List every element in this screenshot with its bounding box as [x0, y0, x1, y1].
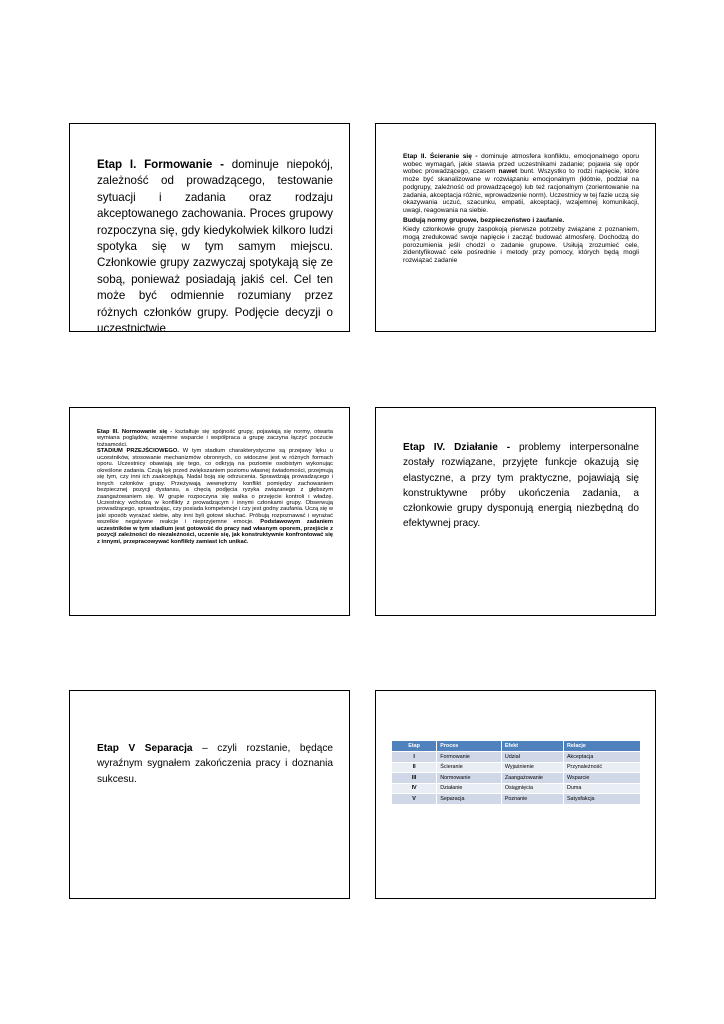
table-header-efekt: Efekt: [501, 741, 563, 752]
slide-3: [69, 407, 350, 616]
slide-2-heading: Etap II. Ścieranie się -: [403, 153, 478, 160]
slide-3-text-2: W tym stadium charakterystyczne są przejawy lęku u uczestników, stosowanie mechanizmów obronnych, co widoczne jest w różnych formach oporu. Uczestnicy obawiają się tego, co odkryją na poziomie osobistym wykonując określone zadania. Czują lęk przed zwiększaniem poziomu własnej świadomości, przejmują się tym, czy inni ich zaakceptują. Nadal boją się odrzucenia. Sprawdzają prowadzącego i innych członków grupy. Przeżywają wewnętrzny konflikt pomiędzy zachowaniem bezpiecznej pozycji dystansu, a chęcią podjęcia ryzyka związanego z głębszym zaangażowaniem się. W grupie rozpoczyna się walka o przejęcie kontroli i władzę. Uczestnicy wchodzą w konflikty z prowadzącym i innymi członkami grupy. Obserwują prowadzącego, sprawdzając, czy posiada kompetencje i czy jest godny zaufania. Uczą się w jaki sposób wyrażać siebie, aby inni byli gotowi słuchać. Próbują rozpoznawać i wyrażać wszelkie negatywne reakcje i nieprzyjemne emocje.: [97, 448, 333, 526]
slide-2-paragraph-3: Kiedy członkowie grupy zaspokoją pierwsze potrzeby związane z poznaniem, mogą zredukować swoje napięcie i zacząć budować atmosferę. Dochodzą do porozumienia jeśli chodzi o zadanie grupowe. Usiłują zrozumieć cele, zidentyfikować cele pośrednie i metody przy pomocy, których będą mogli rozwiązać zadanie: [403, 226, 639, 265]
slide-4-heading: Etap IV. Działanie -: [403, 442, 511, 453]
table-cell: Normowanie: [437, 773, 502, 784]
table-cell: Akceptacja: [563, 752, 640, 763]
table-cell: Osiągnięcia: [501, 783, 563, 794]
slide-1-text: [97, 157, 333, 337]
slide-2-bold-word: nawet: [498, 168, 518, 176]
slide-3-paragraph-1: [97, 429, 333, 448]
slide-5-text: [97, 741, 333, 787]
slide-3-text: [97, 429, 333, 545]
table-row: [392, 762, 641, 773]
slide-2-text-a: dominuje atmosfera konfliktu, emocjonalnego oporu wobec wymagań, jakie stawia przed uczestnikami zadanie; pojawia się opór wobec prowadzącego, czasem: [403, 153, 639, 176]
table-cell: II: [392, 762, 437, 773]
slide-3-paragraph-2: [97, 448, 333, 545]
slide-3-text-1: kształtuje się spójność grupy, pojawiają się normy, otwarta wymiana poglądów, wzajemne wsparcie i współpraca a grupę zaczyna łączyć poczucie tożsamości.: [97, 429, 333, 448]
slide-1-heading: Etap I. Formowanie -: [97, 158, 225, 171]
table-cell: Zaangażowanie: [501, 773, 563, 784]
slide-2-paragraph-2: [403, 217, 639, 225]
table-cell: Separacja: [437, 794, 502, 804]
slide-1: [69, 123, 350, 336]
slide-2-text-b: bunt. Wszystko to rodzi napięcie, które może być skanalizowane w rozwiązaniu emocjonalnym (kłótnie, podział na podgrupy, zależność od prowadzącego) lub też racjonalnym (zorientowanie na zadania, akceptacja różnic, wprowadzenie norm). Uczestnicy w tej fazie uczą się okazywania uczuć, szacunku, empatii, akceptacji, wzajemnej komunikacji, uwagi, reagowania na siebie.: [403, 168, 639, 214]
slide-2-bold-line: Budują normy grupowe, bezpieczeństwo i zaufanie.: [403, 216, 565, 224]
table-header-proces: Proces: [437, 741, 502, 752]
table-cell: Wsparcie: [563, 773, 640, 784]
table-cell: III: [392, 773, 437, 784]
slide-2: [375, 123, 656, 332]
slide-5: [69, 690, 350, 899]
slide-2-paragraph-1: [403, 153, 639, 215]
table-cell: Działanie: [437, 783, 502, 794]
table-cell: V: [392, 794, 437, 804]
slide-4-body: problemy interpersonalne zostały rozwiązane, przyjęte funkcje okazują się elastyczne, a przy tym praktyczne, pojawiają się konstruktywne próby ukończenia zadania, a członkowie grupy dysponują energią niezbędną do efektywnej pracy.: [403, 442, 639, 530]
table-cell: Ścieranie: [437, 762, 502, 773]
table-cell: Satysfakcja: [563, 794, 640, 804]
table-cell: Wyjaśnienie: [501, 762, 563, 773]
table-row: [392, 783, 641, 794]
table-header-row: [392, 741, 641, 752]
slide-5-heading: Etap V Separacja: [97, 743, 193, 754]
table-header-etap: Etap: [392, 741, 437, 752]
slide-4: [375, 407, 656, 616]
slide-6: [375, 690, 656, 899]
slide-3-bold-text: Podstawowym zadaniem uczestników w tym stadium jest gotowość do pracy nad własnym oporem, przejście z pozycji zależności do niezależności, uczenie się, jak konstruktywnie konfrontować się z innymi, przepracowywać konflikty zamiast ich unikać.: [97, 519, 333, 545]
stages-table: [392, 741, 641, 804]
table-cell: Formowanie: [437, 752, 502, 763]
table-row: [392, 773, 641, 784]
table-row: [392, 752, 641, 763]
slide-2-text: [403, 153, 639, 265]
table-row: [392, 794, 641, 804]
table-cell: Przynależność: [563, 762, 640, 773]
table-cell: Udział: [501, 752, 563, 763]
table-header-relacje: Relacje: [563, 741, 640, 752]
slide-5-body: – czyli rozstanie, będące wyraźnym sygnałem zakończenia pracy i doznania sukcesu.: [97, 743, 333, 785]
slide-3-subheading: STADIUM PRZEJŚCIOWEGO.: [97, 448, 179, 455]
table-cell: IV: [392, 783, 437, 794]
table-cell: I: [392, 752, 437, 763]
slide-3-heading: Etap III. Normowanie się -: [97, 429, 173, 435]
slide-4-text: [403, 440, 639, 532]
table-cell: Poznanie: [501, 794, 563, 804]
slide-1-body: dominuje niepokój, zależność od prowadzącego, testowanie sytuacji i zadania oraz rodzaju akceptowanego zachowania. Proces grupowy rozpoczyna się, gdy kiedykolwiek kilkoro ludzi spotyka się w tym samym miejscu. Członkowie grupy zazwyczaj spotykają się ze sobą, ponieważ posiadają jakiś cel. Cel ten może być odmiennie rozumiany przez różnych członków grupy. Podjęcie decyzji o uczestnictwie: [97, 158, 334, 336]
table-cell: Duma: [563, 783, 640, 794]
